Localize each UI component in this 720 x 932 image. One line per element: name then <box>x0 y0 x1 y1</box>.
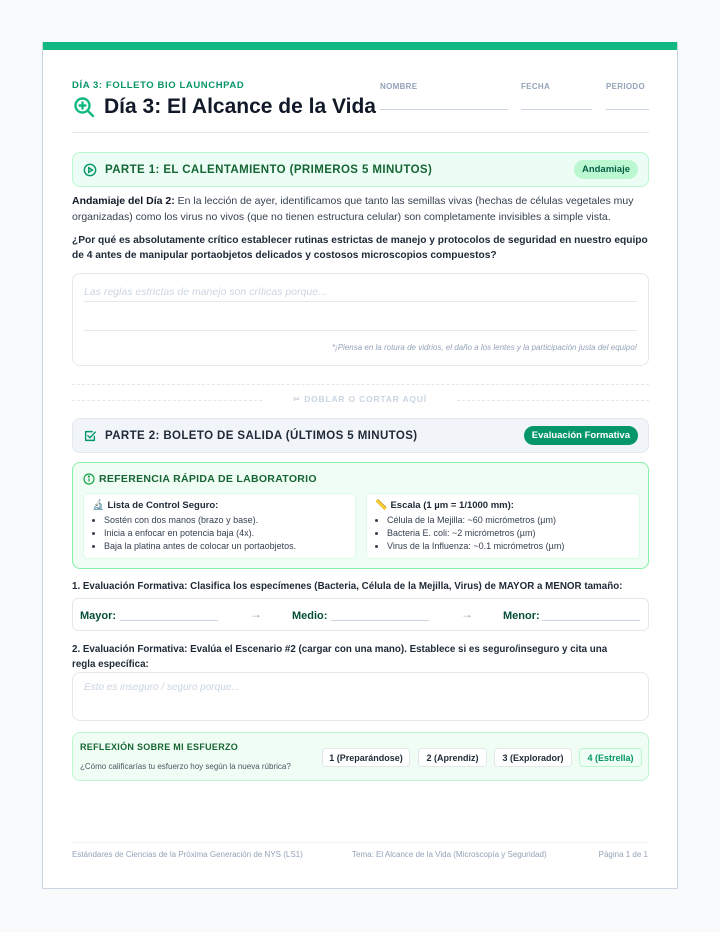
name-line[interactable] <box>380 109 508 110</box>
rating-option-1[interactable]: 1 (Preparándose) <box>322 748 410 767</box>
reflection-question: ¿Cómo calificarías tu esfuerzo hoy según la nueva rúbrica? <box>80 762 291 771</box>
accent-bar <box>43 42 677 50</box>
q2-text: 2. Evaluación Formativa: Evalúa el Escenario #2 (cargar con una mano). Establece si es seguro/inseguro y cita una regla específica: <box>72 644 608 670</box>
rating-option-3[interactable]: 3 (Explorador) <box>494 748 572 767</box>
cut-line <box>72 384 649 385</box>
worksheet-page <box>42 42 678 889</box>
header-divider <box>72 132 649 133</box>
reference-title-text: REFERENCIA RÁPIDA DE LABORATORIO <box>99 473 317 485</box>
minor-answer-line[interactable] <box>542 620 640 621</box>
period-line[interactable] <box>606 109 649 110</box>
checkbox-icon <box>83 429 97 443</box>
rating-option-2[interactable]: 2 (Aprendiz) <box>418 748 487 767</box>
answer-line <box>84 330 637 331</box>
scaffold-label: Andamiaje del Día 2: <box>72 195 175 207</box>
footer-topic: Tema: El Alcance de la Vida (Microscopía y Seguridad) <box>352 850 547 859</box>
list-item: • Inicia a enfocar en potencia baja (4x). <box>104 527 347 540</box>
period-field[interactable] <box>606 82 645 91</box>
medium-label: Medio: <box>292 610 328 622</box>
q2-answer-placeholder: Esto es inseguro / seguro porque... <box>84 682 240 693</box>
date-line[interactable] <box>521 109 592 110</box>
footer-divider <box>72 842 649 843</box>
part1-answer-placeholder: Las reglas estrictas de manejo son críticas porque... <box>84 286 327 298</box>
q1-text: 1. Evaluación Formativa: Clasifica los especímenes (Bacteria, Célula de la Mejilla, Virus) de MAYOR a MENOR tamaño: <box>72 581 623 592</box>
handout-kicker: DÍA 3: FOLLETO BIO LAUNCHPAD <box>72 80 245 91</box>
scale-card <box>366 493 640 559</box>
arrow-right-icon: → <box>250 607 262 621</box>
minor-label: Menor: <box>503 610 540 622</box>
part2-badge: Evaluación Formativa <box>524 426 638 445</box>
arrow-right-icon: → <box>461 607 473 621</box>
microscope-icon: 🔬 <box>92 500 105 511</box>
name-field[interactable] <box>380 82 417 91</box>
zoom-in-icon <box>72 95 96 119</box>
effort-reflection <box>72 732 649 781</box>
list-item: • Sostén con dos manos (brazo y base). <box>104 514 347 527</box>
lab-reference-box <box>72 462 649 569</box>
medium-answer-line[interactable] <box>331 620 429 621</box>
checklist-list <box>92 514 347 553</box>
major-answer-line[interactable] <box>120 620 218 621</box>
size-ranking-row <box>72 598 649 631</box>
rating-option-4[interactable]: 4 (Estrella) <box>579 748 642 767</box>
scaffold-paragraph <box>72 193 652 225</box>
checklist-title: Lista de Control Seguro: <box>107 500 219 511</box>
ruler-icon: 📏 <box>375 500 388 511</box>
scissors-icon: ✂ <box>293 394 305 404</box>
safety-checklist-card <box>83 493 356 559</box>
period-label: PERIODO <box>606 82 645 91</box>
footer-standards: Estándares de Ciencias de la Próxima Generación de NYS (LS1) <box>72 850 303 859</box>
checklist-title-row <box>92 500 347 511</box>
part1-answer-box[interactable] <box>72 273 649 366</box>
part2-title: PARTE 2: BOLETO DE SALIDA (ÚLTIMOS 5 MINUTOS) <box>105 429 418 442</box>
scaffold-text: En la lección de ayer, identificamos que tanto las semillas vivas (hechas de células vegetales muy organizadas) como los virus no vivos (que no tienen estructura celular) son completamente invisibles a simple vista. <box>72 195 634 223</box>
major-label: Mayor: <box>80 610 117 622</box>
q2-answer-box[interactable] <box>72 672 649 721</box>
name-label: NOMBRE <box>380 82 418 91</box>
part1-question: ¿Por qué es absolutamente crítico establecer rutinas estrictas de manejo y protocolos de seguridad en nuestro equipo de 4 antes de manipular portaobjetos delicados y costosos microscopios compuestos? <box>72 235 648 261</box>
cut-label <box>43 394 677 405</box>
scale-list <box>375 514 631 553</box>
reflection-title: REFLEXIÓN SOBRE MI ESFUERZO <box>80 742 239 752</box>
date-label: FECHA <box>521 82 551 91</box>
play-circle-icon <box>83 163 97 177</box>
list-item: • Bacteria E. coli: ~2 micrómetros (µm) <box>387 527 631 540</box>
list-item: • Baja la platina antes de colocar un portaobjetos. <box>104 540 347 553</box>
reference-title <box>83 473 317 485</box>
cut-label-text: DOBLAR O CORTAR AQUÍ <box>304 394 427 404</box>
scale-title: Escala (1 µm = 1/1000 mm): <box>390 500 514 511</box>
part1-badge: Andamiaje <box>574 160 638 179</box>
footer-page: Página 1 de 1 <box>598 850 648 859</box>
info-icon <box>83 473 95 485</box>
part1-title: PARTE 1: EL CALENTAMIENTO (PRIMEROS 5 MINUTOS) <box>105 163 433 176</box>
list-item: • Virus de la Influenza: ~0.1 micrómetros (µm) <box>387 540 631 553</box>
title-row <box>72 95 376 119</box>
scale-title-row <box>375 500 631 511</box>
list-item: • Célula de la Mejilla: ~60 micrómetros (µm) <box>387 514 631 527</box>
part2-header <box>72 418 649 453</box>
part1-hint: *¡Piensa en la rotura de vidrios, el daño a los lentes y la participación justa del equipo! <box>331 343 637 352</box>
answer-line <box>84 301 637 302</box>
date-field[interactable] <box>521 82 550 91</box>
part1-header <box>72 152 649 187</box>
page-title: Día 3: El Alcance de la Vida <box>104 95 376 118</box>
